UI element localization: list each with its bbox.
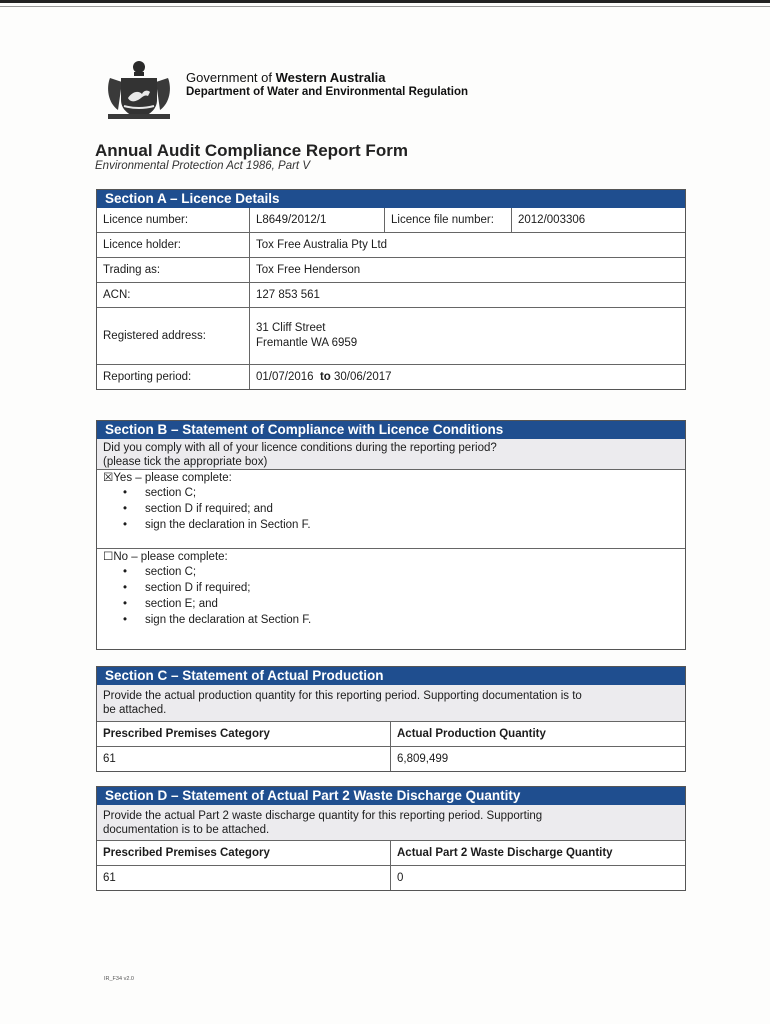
period-from: 01/07/2016	[256, 371, 314, 383]
section-c-production	[96, 666, 686, 772]
licence-number-value: L8649/2012/1	[249, 208, 384, 232]
registered-address-row	[97, 307, 685, 364]
section-b-compliance	[96, 420, 686, 650]
section-b-heading: Section B – Statement of Compliance with Licence Conditions	[97, 421, 685, 439]
reporting-period-label: Reporting period:	[103, 371, 192, 383]
trading-as-row	[97, 257, 685, 282]
licence-number-row	[97, 208, 685, 232]
trading-as-label: Trading as:	[103, 264, 161, 276]
section-d-header-row	[97, 840, 685, 865]
licence-number-label: Licence number:	[103, 214, 189, 226]
period-to: 30/06/2017	[334, 371, 392, 383]
no-option	[97, 548, 685, 631]
government-name: Government of Western Australia	[186, 70, 386, 85]
yes-item: • section C;	[145, 485, 679, 501]
section-d-waste-discharge	[96, 786, 686, 891]
section-d-heading: Section D – Statement of Actual Part 2 Waste Discharge Quantity	[97, 787, 685, 805]
licence-holder-value: Tox Free Australia Pty Ltd	[249, 233, 685, 257]
address-line-1: 31 Cliff Street	[256, 322, 326, 334]
section-c-col2-header: Actual Production Quantity	[390, 722, 685, 746]
registered-address-label: Registered address:	[103, 330, 206, 342]
yes-label: Yes – please complete:	[113, 472, 232, 484]
section-d-category: 61	[103, 872, 116, 884]
section-c-heading: Section C – Statement of Actual Production	[97, 667, 685, 685]
section-c-quantity: 6,809,499	[390, 747, 685, 771]
no-item: • section D if required;	[145, 580, 679, 596]
acn-row	[97, 282, 685, 307]
file-number-value: 2012/003306	[511, 208, 685, 232]
yes-option	[97, 469, 685, 548]
top-border-line	[0, 0, 770, 3]
table-row	[97, 865, 685, 890]
yes-item: • sign the declaration in Section F.	[145, 517, 679, 533]
section-d-col2-header: Actual Part 2 Waste Discharge Quantity	[390, 841, 685, 865]
no-item: • sign the declaration at Section F.	[145, 612, 679, 628]
section-d-col1-header: Prescribed Premises Category	[103, 847, 270, 859]
reporting-period-row	[97, 364, 685, 389]
address-line-2: Fremantle WA 6959	[256, 337, 358, 349]
trading-as-value: Tox Free Henderson	[249, 258, 685, 282]
section-a-heading: Section A – Licence Details	[97, 190, 685, 208]
registered-address-value	[249, 308, 685, 364]
page-subtitle: Environmental Protection Act 1986, Part V	[95, 160, 310, 172]
yes-item: • section D if required; and	[145, 501, 679, 517]
licence-holder-label: Licence holder:	[103, 239, 181, 251]
section-c-header-row	[97, 721, 685, 746]
section-d-quantity: 0	[390, 866, 685, 890]
period-to-word: to	[319, 371, 331, 383]
department-name: Department of Water and Environmental Regulation	[186, 86, 468, 98]
page-title: Annual Audit Compliance Report Form	[95, 141, 408, 160]
yes-checkbox[interactable]: ☒	[103, 472, 114, 484]
top-border-line-thin	[0, 6, 770, 7]
no-item: • section E; and	[145, 596, 679, 612]
form-code: IR_F34 v2.0	[104, 976, 134, 982]
section-b-question: Did you comply with all of your licence conditions during the reporting period? (please tick the appropriate box)	[97, 439, 685, 469]
licence-holder-row	[97, 232, 685, 257]
acn-value: 127 853 561	[249, 283, 685, 307]
no-checkbox[interactable]: ☐	[103, 551, 114, 563]
no-item: • section C;	[145, 564, 679, 580]
section-c-category: 61	[103, 753, 116, 765]
reporting-period-value	[249, 365, 685, 389]
acn-label: ACN:	[103, 289, 131, 301]
no-label: No – please complete:	[113, 551, 228, 563]
section-a-licence-details	[96, 189, 686, 390]
coat-of-arms-icon	[104, 58, 174, 120]
table-row	[97, 746, 685, 771]
section-c-col1-header: Prescribed Premises Category	[103, 728, 270, 740]
section-c-instruction: Provide the actual production quantity for this reporting period. Supporting documentation is to be attached.	[97, 685, 685, 721]
file-number-label: Licence file number:	[384, 208, 511, 232]
section-d-instruction: Provide the actual Part 2 waste discharge quantity for this reporting period. Supporting documentation is to be attached.	[97, 805, 685, 840]
